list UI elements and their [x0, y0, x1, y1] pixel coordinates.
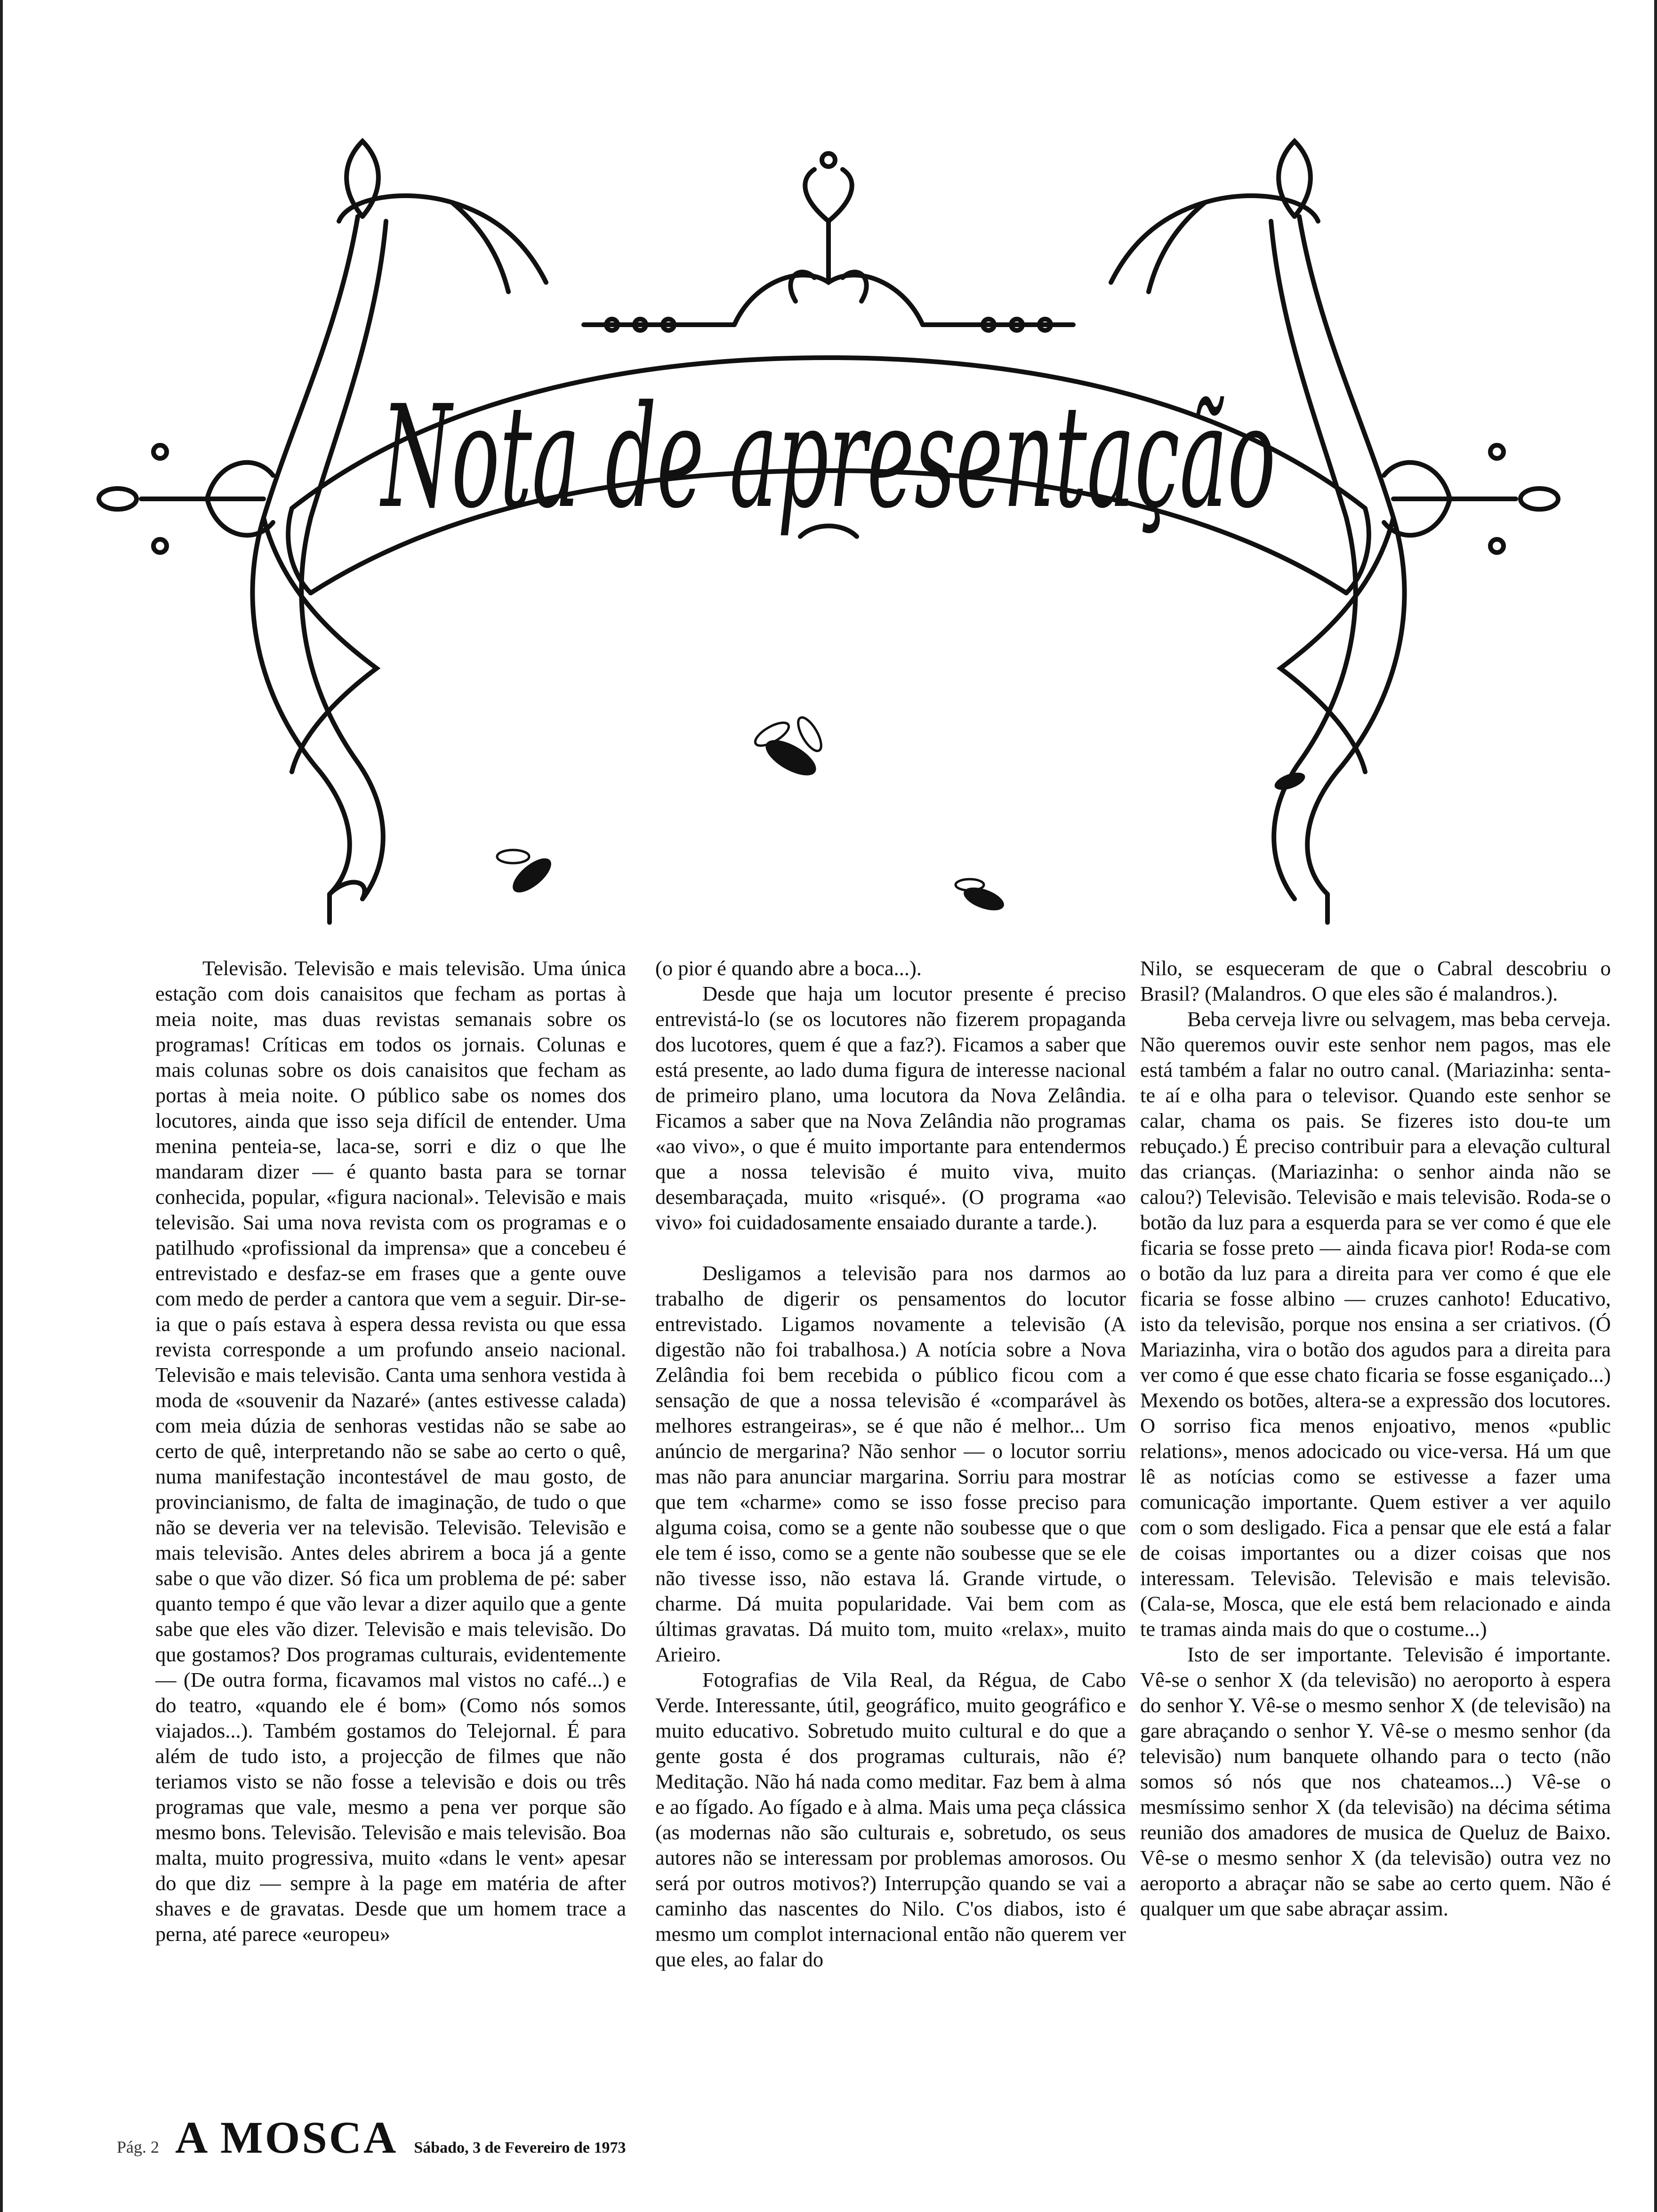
paragraph: Televisão. Televisão e mais televisão. Uma única estação com dois canaisitos que fecham as portas à meia noite, mas duas revistas semanais sobre os programas! Críticas em todos os jornais. Colunas e mais colunas sobre os dois canaisitos que fecham as portas à meia noite. O público sabe os nomes dos locutores, ainda que isso seja difícil de entender. Uma menina penteia-se, laca-se, sorri e diz o que lhe mandaram dizer — é quanto basta para se tornar conhecida, popular, «figura nacional». Televisão e mais televisão. Sai uma nova revista com os programas e o patilhudo «profissional da imprensa» que a concebeu é entrevistado e desfaz-se em frases que a gente ouve com medo de perder a cantora que vem a seguir. Dir-se-ia que o país estava à espera dessa revista ou que essa revista corresponde a um profundo anseio nacional. Televisão e mais televisão. Canta uma senhora vestida à moda de «souvenir da Nazaré» (antes estivesse calada) com meia dúzia de senhoras vestidas não se sabe ao certo de quê, interpretando não se sabe ao certo o quê, numa manifestação incontestável de mau gosto, de provincianismo, de falta de imaginação, de tudo o que não se deveria ver na televisão. Televisão. Televisão e mais televisão. Antes deles abrirem a boca já a gente sabe o que vão dizer. Só fica um problema de pé: saber quanto tempo é que vão levar a dizer aquilo que a gente sabe que eles vão dizer. Televisão e mais televisão. Do que gostamos? Dos programas culturais, evidentemente — (De outra forma, ficavamos mal vistos no café...) e do teatro, «quando ele é bom» (Como nós somos viajados...). Também gostamos do Telejornal. É para além de tudo isto, a projecção de filmes que não teriamos visto se não fosse a televisão e dois ou três programas que vale, mesmo a pena ver porque são mesmo bons. Televisão. Televisão e mais televisão. Boa malta, muito progressiva, muito «dans le vent» apesar do que diz — sempre à la page em matéria de after shaves e de gravatas. Desde que um homem trace a perna, até parece «europeu» [155, 956, 626, 1946]
fly-icon-3 [961, 883, 1007, 915]
fly-illustrations [497, 714, 1307, 915]
masthead: A MOSCA [175, 2112, 398, 2163]
page-number: Pág. 2 [117, 2138, 159, 2156]
article-column-1 [155, 955, 626, 2094]
article-column-2 [655, 955, 1126, 2094]
paragraph: Fotografias de Vila Real, da Régua, de Cabo Verde. Interessante, útil, geográfico, muito geográfico e muito educativo. Sobretudo muito cultural e do que a gente gosta é dos programas culturais, não é? Meditação. Não há nada como meditar. Faz bem à alma e ao fígado. Ao fígado e à alma. Mais uma peça clássica (as modernas não são culturais e, sobretudo, os seus autores não se interessam por problemas amorosos. Ou será por outros motivos?) Interrupção quando se vai a caminho das nascentes do Nilo. C'os diabos, isto é mesmo um complot internacional então não querem ver que eles, ao falar do [655, 1668, 1126, 1971]
page-footer [117, 2111, 626, 2168]
article-body [155, 955, 1657, 2099]
paragraph: Desligamos a televisão para nos darmos ao trabalho de digerir os pensamentos do locutor entrevistado. Ligamos novamente a televisão (A digestão não foi trabalhosa.) A notícia sobre a Nova Zelândia foi bem recebida o público ficou com a sensação de que a nossa televisão é «comparável às melhores estrangeiras», se é que não é melhor... Um anúncio de mergarina? Não senhor — o locutor sorriu mas não para anunciar margarina. Sorriu para mostrar que tem «charme» como se isso fosse preciso para alguma coisa, como se a gente não soubesse que o que ele tem é isso, como se a gente não soubesse que se ele não tivesse isso, não estava lá. Grande virtude, o charme. Dá muita popularidade. Vai bem com as últimas gravatas. Dá muito tom, muito «relax», muito Arieiro. [655, 1261, 1126, 1666]
paragraph: Isto de ser importante. Televisão é importante. Vê-se o senhor X (da televisão) no aeroporto à espera do senhor Y. Vê-se o mesmo senhor X (de televisão) na gare abraçando o senhor Y. Vê-se o mesmo senhor (da televisão) num banquete olhando para o tecto (não somos só nós que nos chateamos...) Vê-se o mesmíssimo senhor X (da televisão) na décima sétima reunião dos amadores de musica de Queluz de Baixo. Vê-se o mesmo senhor X (da televisão) outra vez no aeroporto a abraçar não se sabe ao certo quem. Não é qualquer um que sabe abraçar assim. [1140, 1643, 1611, 1920]
issue-date: Sábado, 3 de Fevereiro de 1973 [414, 2139, 626, 2156]
paragraph: (o pior é quando abre a boca...). [655, 956, 922, 980]
title-banner [0, 0, 1657, 946]
fly-icon-1 [760, 733, 821, 782]
fly-icon-2 [507, 852, 557, 898]
paragraph: Beba cerveja livre ou selvagem, mas beba cerveja. Não queremos ouvir este senhor nem pagos, mas ele está também a falar no outro canal. (Mariazinha: senta-te aí e olha para o televisor. Quando este senhor se calar, chama os pais. Se fizeres isto dou-te um rebuçado.) É preciso contribuir para a elevação cultural das crianças. (Mariazinha: o senhor ainda não se calou?) Televisão. Televisão e mais televisão. Roda-se o botão da luz para a esquerda para se ver como é que ele ficaria se fosse preto — ainda ficava pior! Roda-se com o botão da luz para a direita para ver como é que ele ficaria se fosse albino — cruzes canhoto! Educativo, isto da televisão, porque nos ensina a ser criativos. (Ó Mariazinha, vira o botão dos agudos para a direita para ver como é que esse chato ficaria se fosse esganiçado...) Mexendo os botões, altera-se a expressão dos locutores. O sorriso fica menos enjoativo, menos «public relations», menos adocicado ou vice-versa. Há um que lê as notícias como se estivesse a fazer uma comunicação importante. Quem estiver a ver aquilo com o som desligado. Fica a pensar que ele está a falar de coisas importantes ou a dizer coisas que nos interessam. Televisão. Televisão e mais televisão. (Cala-se, Mosca, que ele está bem relacionado e ainda te tramas ainda mais do que o costume...) [1140, 1007, 1611, 1641]
banner-title: Nota de apresentação [378, 375, 1276, 539]
paragraph: Nilo, se esqueceram de que o Cabral descobriu o Brasil? (Malandros. O que eles são é malandros.). [1140, 956, 1611, 1005]
article-column-3 [1140, 955, 1611, 2094]
paragraph: Desde que haja um locutor presente é preciso entrevistá-lo (se os locutores não fizerem propaganda dos lucotores, quem é que a faz?). Ficamos a saber que está presente, ao lado duma figura de interesse nacional de primeiro plano, uma locutora da Nova Zelândia. Ficamos a saber que na Nova Zelândia não programas «ao vivo», o que é muito importante para entendermos que a nossa televisão é muito viva, muito desembaraçada, muito «risqué». (O programa «ao vivo» foi cuidadosamente ensaiado durante a tarde.). [655, 982, 1126, 1234]
